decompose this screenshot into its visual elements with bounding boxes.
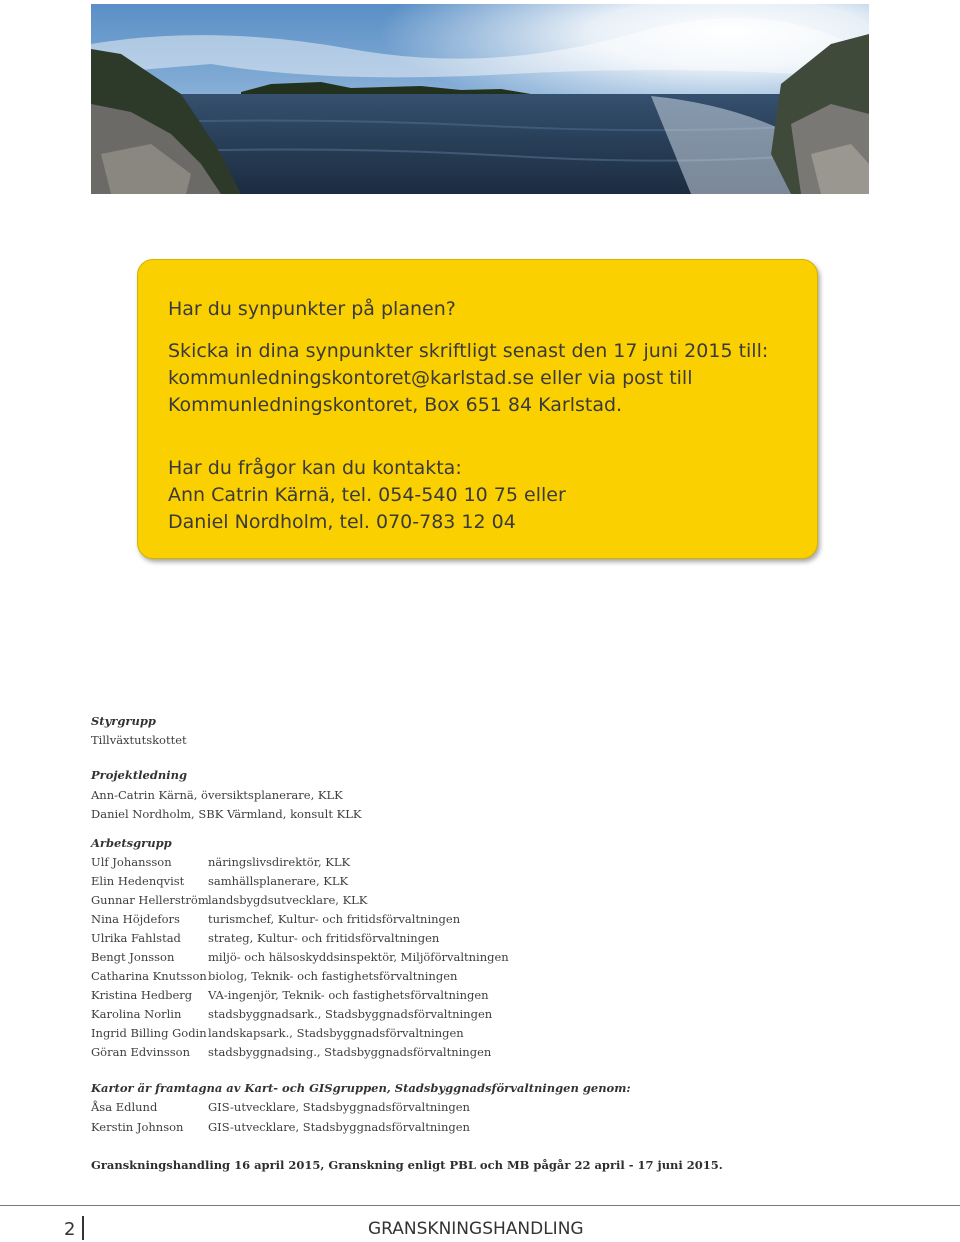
kartor-heading: Kartor är framtagna av Kart- och GISgruppen, Stadsbyggnadsförvaltningen genom: <box>91 1081 631 1095</box>
member-name: Gunnar Hellerström <box>91 893 209 907</box>
member-name: Göran Edvinsson <box>91 1045 190 1059</box>
member-name: Åsa Edlund <box>91 1100 158 1114</box>
member-name: Ulf Johansson <box>91 855 172 869</box>
member-role: turismchef, Kultur- och fritidsförvaltningen <box>208 912 461 926</box>
info-text-line: Daniel Nordholm, tel. 070-783 12 04 <box>168 511 516 533</box>
info-text-line: Kommunledningskontoret, Box 651 84 Karlstad. <box>168 394 623 416</box>
member-name: Elin Hedenqvist <box>91 874 185 888</box>
member-role: stadsbyggnadsing., Stadsbyggnadsförvaltningen <box>208 1045 492 1059</box>
footer-title: GRANSKNINGSHANDLING <box>368 1219 584 1239</box>
member-role: GIS-utvecklare, Stadsbyggnadsförvaltningen <box>208 1100 470 1114</box>
member-role: biolog, Teknik- och fastighetsförvaltningen <box>208 969 458 983</box>
member-role: VA-ingenjör, Teknik- och fastighetsförvaltningen <box>208 988 489 1002</box>
info-text-line: kommunledningskontoret@karlstad.se eller via post till <box>168 367 693 389</box>
member-name: Kerstin Johnson <box>91 1120 184 1134</box>
info-text-line: Skicka in dina synpunkter skriftligt senast den 17 juni 2015 till: <box>168 340 769 362</box>
info-text-line: Har du frågor kan du kontakta: <box>168 457 462 479</box>
member-role: GIS-utvecklare, Stadsbyggnadsförvaltningen <box>208 1120 470 1134</box>
credit-line: Daniel Nordholm, SBK Värmland, konsult KLK <box>91 807 362 821</box>
granskning-statement: Granskningshandling 16 april 2015, Granskning enligt PBL och MB pågår 22 april - 17 juni 2015. <box>91 1158 723 1172</box>
page-number: 2 <box>64 1219 76 1240</box>
member-role: näringslivsdirektör, KLK <box>208 855 351 869</box>
member-name: Ingrid Billing Godin <box>91 1026 207 1040</box>
info-box-heading: Har du synpunkter på planen? <box>168 298 456 320</box>
member-role: strateg, Kultur- och fritidsförvaltningen <box>208 931 440 945</box>
member-name: Catharina Knutsson <box>91 969 207 983</box>
member-name: Ulrika Fahlstad <box>91 931 181 945</box>
arbetsgrupp-heading: Arbetsgrupp <box>91 836 172 850</box>
member-name: Nina Höjdefors <box>91 912 180 926</box>
member-name: Karolina Norlin <box>91 1007 182 1021</box>
member-name: Bengt Jonsson <box>91 950 175 964</box>
footer-divider <box>0 1205 960 1206</box>
projektledning-heading: Projektledning <box>91 768 187 782</box>
styrgrupp-heading: Styrgrupp <box>91 714 156 728</box>
member-role: stadsbyggnadsark., Stadsbyggnadsförvaltningen <box>208 1007 493 1021</box>
lake-panorama-photo <box>91 4 869 194</box>
member-name: Kristina Hedberg <box>91 988 193 1002</box>
member-role: miljö- och hälsoskyddsinspektör, Miljöförvaltningen <box>208 950 509 964</box>
page-number-separator <box>82 1216 84 1240</box>
credit-line: Tillväxtutskottet <box>91 733 187 747</box>
credit-line: Ann-Catrin Kärnä, översiktsplanerare, KLK <box>91 788 343 802</box>
member-role: landsbygdsutvecklare, KLK <box>208 893 368 907</box>
member-role: samhällsplanerare, KLK <box>208 874 349 888</box>
member-role: landskapsark., Stadsbyggnadsförvaltningen <box>208 1026 464 1040</box>
info-text-line: Ann Catrin Kärnä, tel. 054-540 10 75 eller <box>168 484 566 506</box>
